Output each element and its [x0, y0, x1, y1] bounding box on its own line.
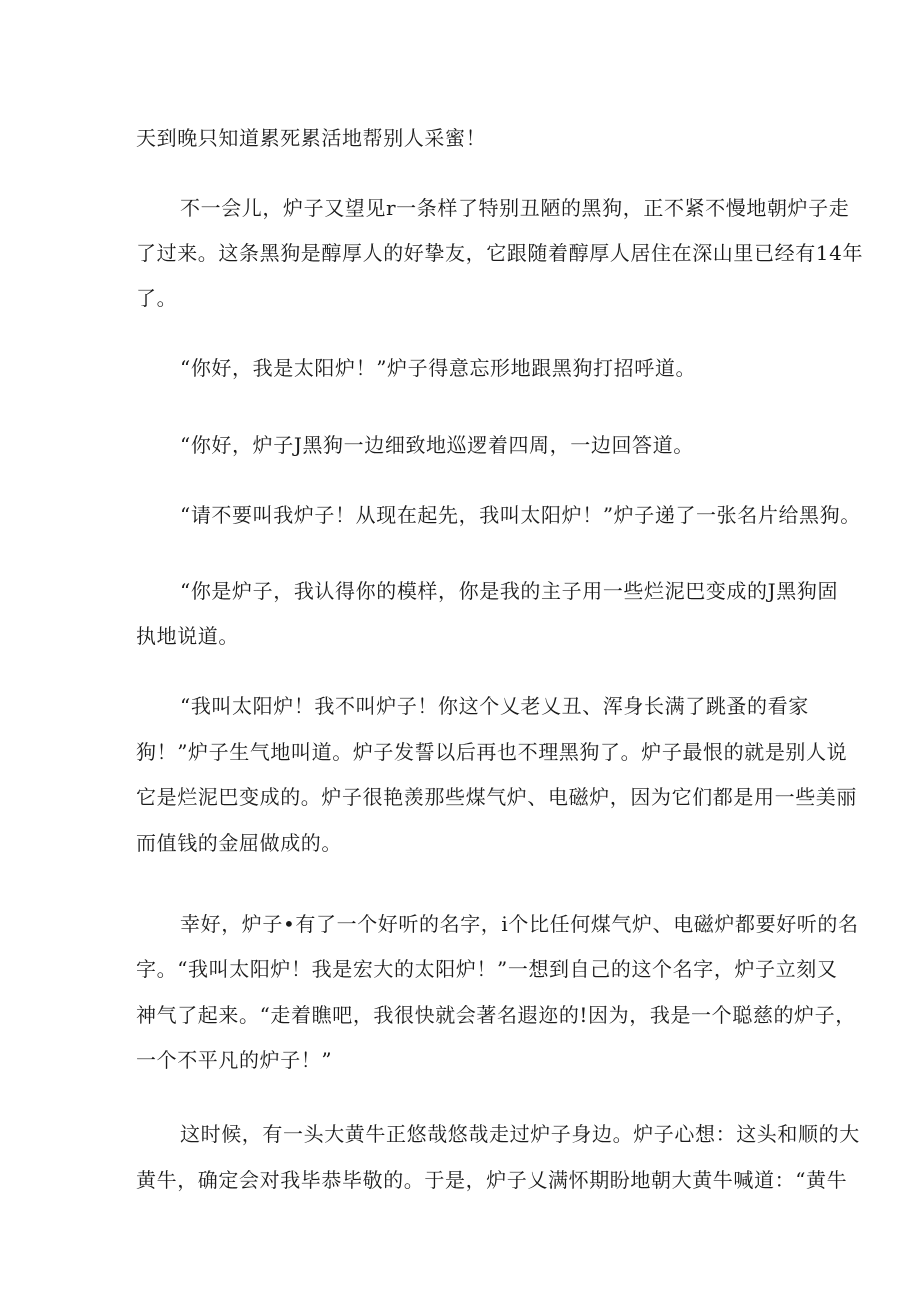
text-line: 字。“我叫太阳炉！我是宏大的太阳炉！”一想到自己的这个名字，炉子立刻又 [136, 957, 838, 981]
text-line: “我叫太阳炉！我不叫炉子！你这个乂老乂丑、浑身长满了跳蚤的看家 [180, 694, 809, 718]
text-line: 不一会儿，炉子又望见r一条样了特别丑陋的黑狗，正不紧不慢地朝炉子走 [180, 196, 850, 220]
text-line: 一个不平凡的炉子！” [136, 1048, 333, 1072]
text-line: 而值钱的金屈做成的。 [136, 831, 342, 855]
text-line: “你好，炉子J黑狗一边细致地巡逻着四周，一边回答道。 [180, 433, 694, 457]
text-line: 神气了起来。“走着瞧吧，我很快就会著名遐迩的!因为，我是一个聪慈的炉子， [136, 1003, 856, 1027]
text-line: “你好，我是太阳炉！”炉子得意忘形地跟黑狗打招呼道。 [180, 356, 697, 380]
text-line: 它是烂泥巴变成的。炉子很艳羡那些煤气炉、电磁炉，因为它们都是用一些美丽 [136, 785, 857, 809]
text-line: 了。 [136, 286, 178, 310]
text-line: 执地说道。 [136, 624, 239, 648]
text-line: 天到晚只知道累死累活地帮别人采蜜！ [136, 126, 487, 150]
text-line: 幸好，炉子•有了一个好听的名字，i个比任何煤气炉、电磁炉都要好听的名 [180, 912, 859, 936]
text-line: “你是炉子，我认得你的模样，你是我的主子用一些烂泥巴变成的J黑狗固 [180, 579, 839, 603]
text-line: 了过来。这条黑狗是醇厚人的好挚友，它跟随着醇厚人居住在深山里已经有14年 [136, 241, 864, 265]
text-line: 这时候，有一头大黄牛正悠哉悠哉走过炉子身边。炉子心想：这头和顺的大 [180, 1122, 860, 1146]
text-line: 黄牛，确定会对我毕恭毕敬的。于是，炉子乂满怀期盼地朝大黄牛喊道：“黄牛 [136, 1168, 848, 1192]
text-line: 狗！”炉子生气地叫道。炉子发誓以后再也不理黑狗了。炉子最恨的就是别人说 [136, 740, 848, 764]
text-line: “请不要叫我炉子！从现在起先，我叫太阳炉！”炉子递了一张名片给黑狗。 [180, 503, 861, 527]
